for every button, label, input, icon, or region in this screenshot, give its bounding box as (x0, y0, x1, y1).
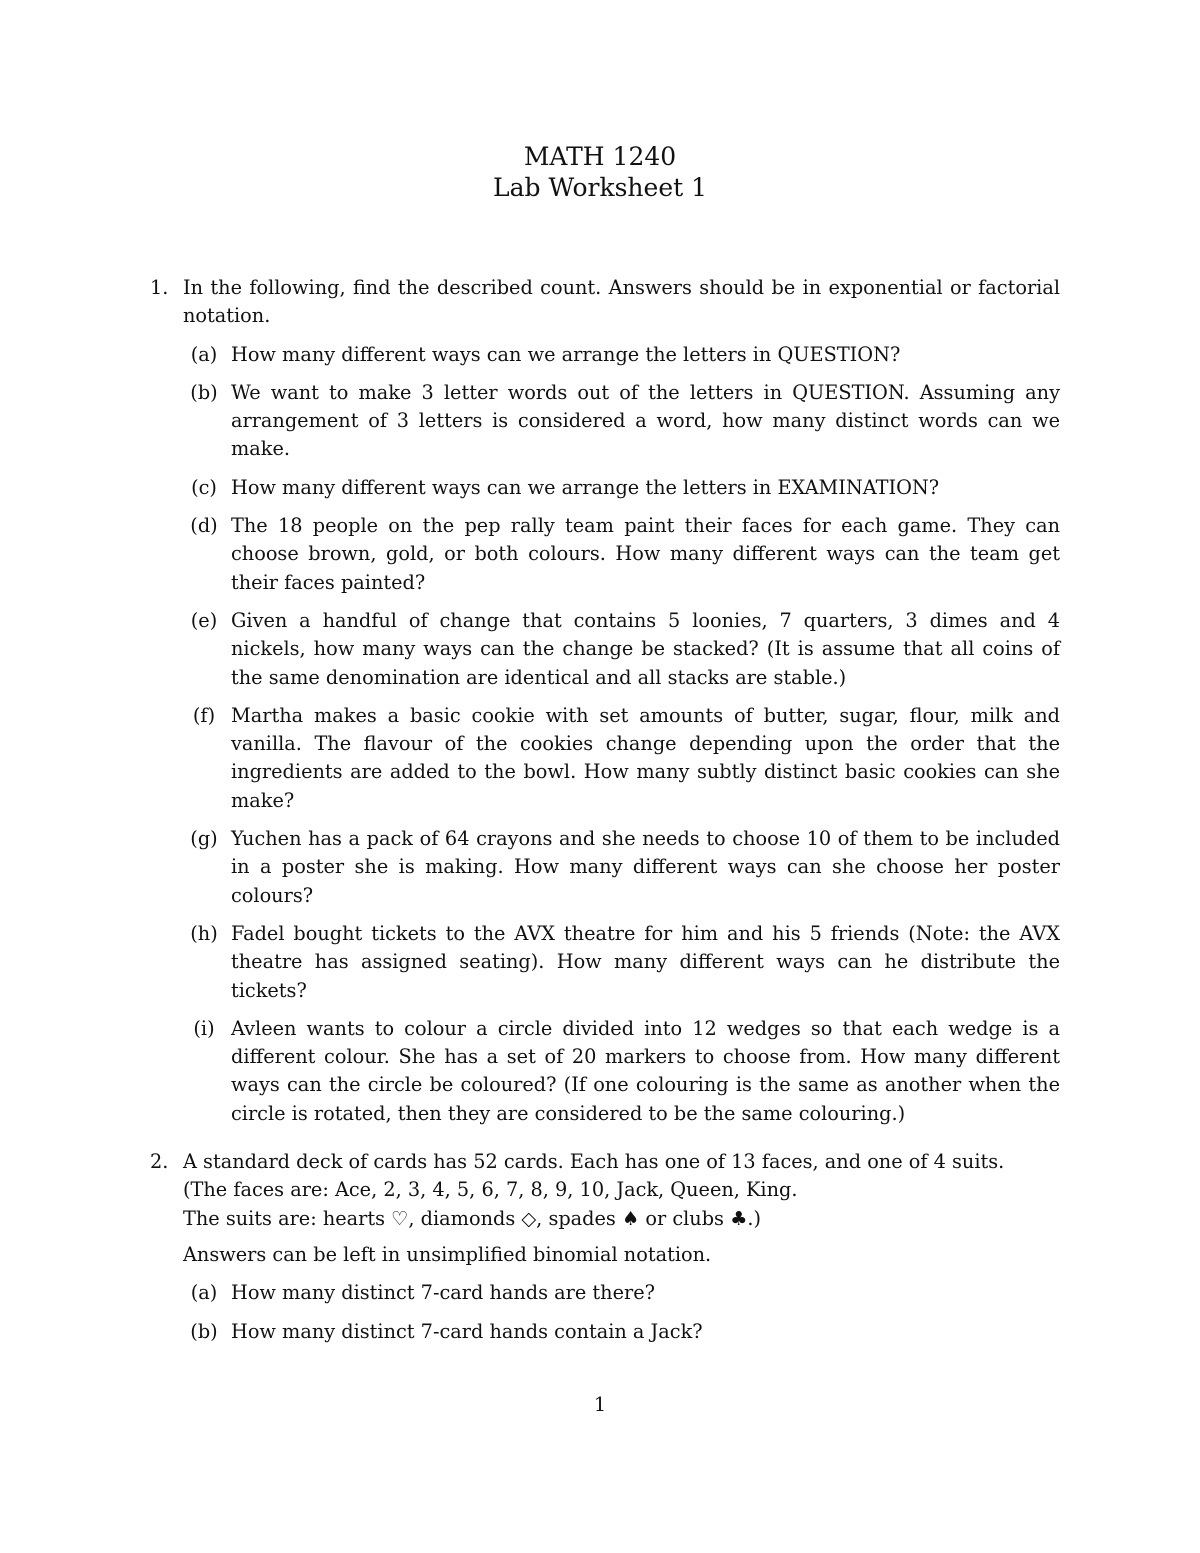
question-part (183, 920, 1060, 1005)
question-2-parts (183, 1279, 1060, 1346)
intro-line: A standard deck of cards has 52 cards. Each has one of 13 faces, and one of 4 suits. (183, 1150, 1005, 1174)
question-part (183, 825, 1060, 910)
question-1-parts (183, 341, 1060, 1128)
question-number: 2. (150, 1150, 169, 1174)
part-label: (g) (190, 827, 218, 851)
question-part (183, 1015, 1060, 1128)
question-part (183, 512, 1060, 597)
part-text: Avleen wants to colour a circle divided into 12 wedges so that each wedge is a different colour. She has a set of 20 markers to choose from. How many different ways can the circle be coloured? (If one colouring is the same as another when the circle is rotated, then they are considered to be the same colouring.) (231, 1016, 1060, 1125)
question-part (183, 1318, 1060, 1346)
title-block (0, 141, 1200, 203)
part-text: Martha makes a basic cookie with set amounts of butter, sugar, flour, milk and vanilla. The flavour of the cookies change depending upon the order that the ingredients are added to the bowl. How many subtly distinct basic cookies can she make? (231, 703, 1060, 812)
question-part (183, 341, 1060, 369)
question-note: Answers can be left in unsimplified binomial notation. (183, 1242, 712, 1266)
part-text: How many different ways can we arrange the letters in EXAMINATION? (231, 475, 940, 499)
part-text: How many distinct 7-card hands contain a Jack? (231, 1319, 703, 1343)
part-text: How many different ways can we arrange the letters in QUESTION? (231, 342, 901, 366)
part-text: Given a handful of change that contains 5 loonies, 7 quarters, 3 dimes and 4 nickels, how many ways can the change be stacked? (It is assume that all coins of the same denomination are identical and all stacks are stable.) (231, 608, 1060, 689)
part-label: (a) (190, 1281, 218, 1305)
question-part (183, 607, 1060, 692)
intro-line: (The faces are: Ace, 2, 3, 4, 5, 6, 7, 8, 9, 10, Jack, Queen, King. (183, 1178, 798, 1202)
part-label: (c) (191, 475, 217, 499)
question-2 (150, 1148, 1060, 1346)
intro-line: The suits are: hearts ♡, diamonds ◇, spades ♠ or clubs ♣.) (183, 1206, 762, 1230)
part-text: Yuchen has a pack of 64 crayons and she needs to choose 10 of them to be included in a poster she is making. How many different ways can she choose her poster colours? (231, 827, 1060, 907)
worksheet-title: Lab Worksheet 1 (492, 173, 708, 202)
question-part (183, 1279, 1060, 1307)
part-label: (f) (192, 703, 216, 727)
part-label: (i) (193, 1016, 215, 1040)
part-label: (h) (190, 921, 218, 945)
part-label: (a) (190, 342, 218, 366)
question-part (183, 702, 1060, 815)
question-part (183, 474, 1060, 502)
page-number: 1 (593, 1393, 607, 1416)
question-1 (150, 274, 1060, 1128)
question-list (150, 274, 1060, 1356)
question-intro: In the following, find the described count. Answers should be in exponential or factorial notation. (183, 276, 1060, 328)
question-part (183, 379, 1060, 464)
question-number: 1. (150, 276, 169, 299)
part-text: The 18 people on the pep rally team paint their faces for each game. They can choose brown, gold, or both colours. How many different ways can the team get their faces painted? (231, 514, 1060, 594)
part-label: (e) (190, 608, 218, 632)
question-intro (183, 1148, 1060, 1233)
part-text: We want to make 3 letter words out of the letters in QUESTION. Assuming any arrangement of 3 letters is considered a word, how many distinct words can we make. (231, 380, 1060, 461)
part-text: Fadel bought tickets to the AVX theatre for him and his 5 friends (Note: the AVX theatre has assigned seating). How many different ways can he distribute the tickets? (231, 921, 1060, 1002)
part-text: How many distinct 7-card hands are there? (231, 1281, 655, 1305)
part-label: (d) (190, 514, 218, 538)
part-label: (b) (190, 380, 218, 404)
course-code: MATH 1240 (523, 142, 677, 171)
part-label: (b) (190, 1319, 218, 1343)
